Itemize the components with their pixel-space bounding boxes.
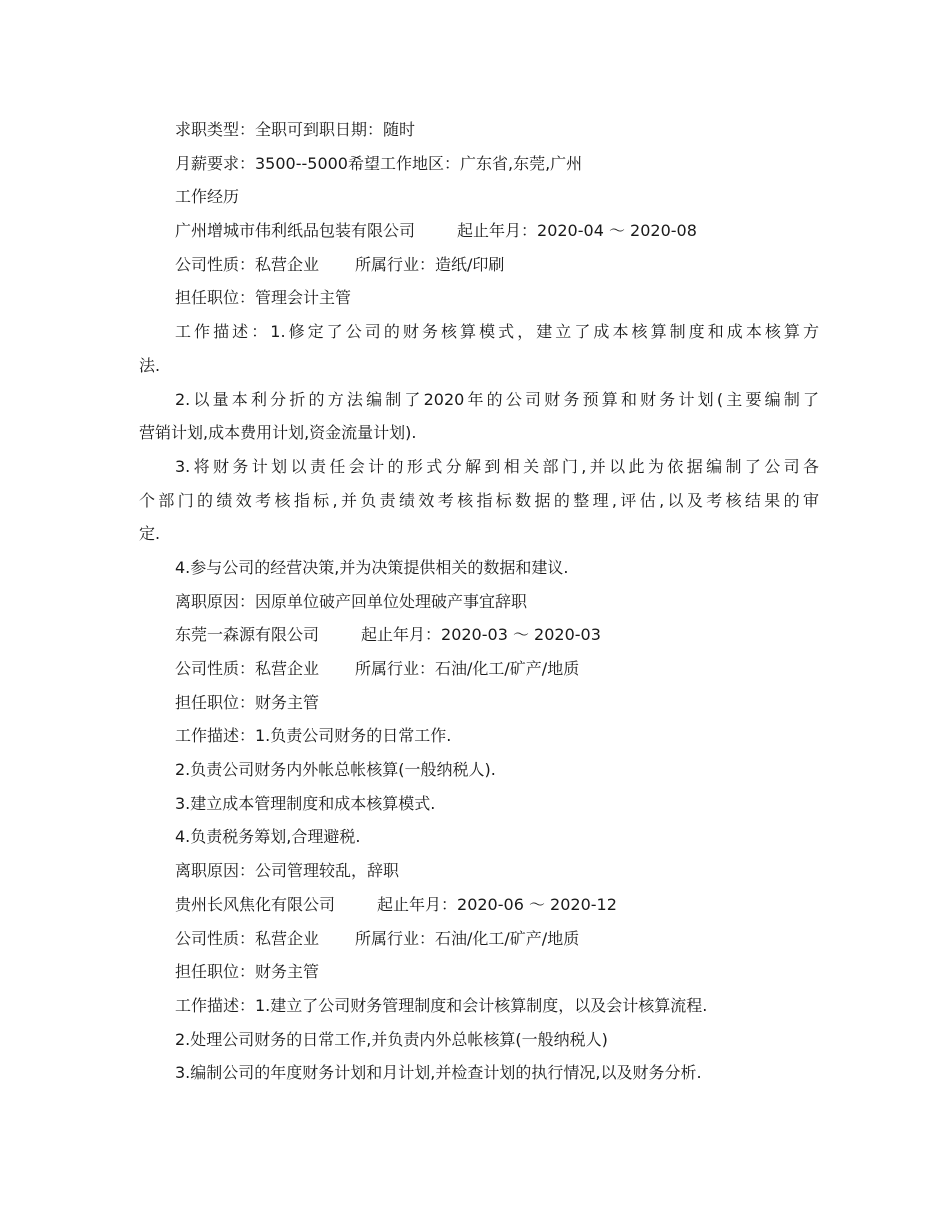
job-2-company: 东莞一森源有限公司 (175, 625, 320, 645)
job-3-nature: 公司性质：私营企业 (175, 928, 320, 948)
job-1-header (139, 214, 819, 248)
job-1-position: 担任职位：管理会计主管 (175, 288, 352, 308)
job-1-desc-2a: 2.以量本利分折的方法编制了2020年的公司财务预算和财务计划(主要编制了 (175, 389, 819, 409)
job-1-desc-2b: 营销计划,成本费用计划,资金流量计划). (139, 423, 417, 443)
job-1-desc-1b: 法. (139, 355, 161, 375)
resume-content (139, 113, 819, 1090)
job-3-desc-2: 2.处理公司财务的日常工作,并负责内外总帐核算(一般纳税人) (175, 1029, 608, 1049)
job-3-header (139, 888, 819, 922)
job-2-reason: 离职原因：公司管理较乱，辞职 (175, 861, 400, 881)
job-1-desc-3a: 3.将财务计划以责任会计的形式分解到相关部门,并以此为依据编制了公司各 (175, 456, 819, 476)
job-3-company: 贵州长风焦化有限公司 (175, 894, 336, 914)
job-2-header (139, 618, 819, 652)
job-1-desc-3c: 定. (139, 524, 161, 544)
job-2-desc-3: 3.建立成本管理制度和成本核算模式. (175, 793, 436, 813)
job-1-reason: 离职原因：因原单位破产回单位处理破产事宜辞职 (175, 591, 528, 611)
section-title-work-experience: 工作经历 (175, 187, 240, 207)
job-3-period: 起止年月：2020-06 ～ 2020-12 (377, 894, 617, 914)
job-2-desc-2: 2.负责公司财务内外帐总帐核算(一般纳税人). (175, 760, 496, 780)
job-2-period: 起止年月：2020-03 ～ 2020-03 (361, 625, 601, 645)
job-1-desc-1a: 工作描述：1.修定了公司的财务核算模式，建立了成本核算制度和成本核算方 (175, 322, 819, 342)
salary-line: 月薪要求：3500--5000希望工作地区：广东省,东莞,广州 (175, 153, 583, 173)
job-3-desc-1: 工作描述：1.建立了公司财务管理制度和会计核算制度，以及会计核算流程. (175, 995, 708, 1015)
job-1-desc-3b: 个部门的绩效考核指标,并负责绩效考核指标数据的整理,评估,以及考核结果的审 (139, 490, 819, 510)
job-type-line: 求职类型：全职可到职日期：随时 (175, 120, 416, 139)
job-2-nature: 公司性质：私营企业 (175, 659, 320, 678)
job-1-nature: 公司性质：私营企业 (175, 254, 320, 274)
job-1-period: 起止年月：2020-04 ～ 2020-08 (457, 221, 697, 241)
job-2-desc-1: 工作描述：1.负责公司财务的日常工作. (175, 726, 452, 746)
job-1-nature-industry (139, 248, 819, 282)
job-1-company: 广州增城市伟利纸品包装有限公司 (175, 221, 416, 241)
job-2-nature-industry (139, 652, 819, 686)
job-2-desc-4: 4.负责税务筹划,合理避税. (175, 827, 361, 847)
job-3-nature-industry (139, 922, 819, 956)
job-3-position: 担任职位：财务主管 (175, 962, 320, 982)
job-1-desc-4: 4.参与公司的经营决策,并为决策提供相关的数据和建议. (175, 557, 569, 577)
job-1-industry: 所属行业：造纸/印刷 (355, 254, 505, 274)
job-3-industry: 所属行业：石油/化工/矿产/地质 (355, 928, 580, 948)
job-2-industry: 所属行业：石油/化工/矿产/地质 (355, 659, 580, 678)
job-3-desc-3: 3.编制公司的年度财务计划和月计划,并检查计划的执行情况,以及财务分析. (175, 1063, 702, 1083)
job-2-position: 担任职位：财务主管 (175, 692, 320, 712)
